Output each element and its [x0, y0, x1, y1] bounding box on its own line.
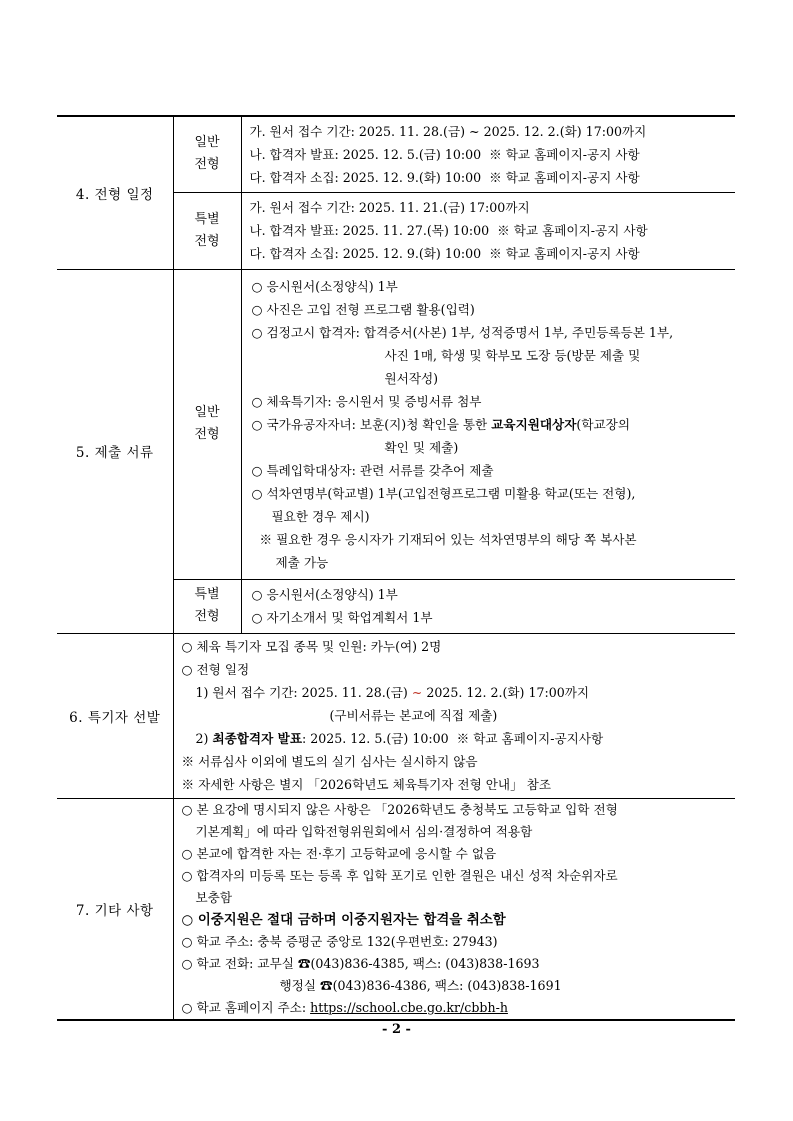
- doc-line: ○ 사진은 고입 전형 프로그램 활용(입력): [251, 301, 475, 317]
- athlete-note: ※ 자세한 사항은 별지 「2026학년도 체육특기자 전형 안내」 참조: [181, 777, 551, 792]
- etc-line-emphasis: ○ 이중지원은 절대 금하며 이중지원자는 합격을 취소함: [181, 911, 506, 928]
- doc-line: ○ 국가유공자자녀: 보훈(지)청 확인을 통한 교육지원대상자(학교장의: [251, 416, 630, 432]
- doc-note: ※ 필요한 경우 응시자가 기재되어 있는 석차연명부의 해당 쪽 복사본: [259, 531, 637, 547]
- schedule-line: 다. 합격자 소집: 2025. 12. 9.(화) 10:00 ※ 학교 홈페이지-공지 사항: [249, 169, 640, 185]
- section-title-athlete: 6. 특기자 선발: [57, 633, 173, 798]
- etc-line: 기본계획」에 따라 입학전형위원회에서 심의·결정하여 적용함: [195, 823, 533, 839]
- sub-label-general: 일반 전형: [173, 269, 241, 579]
- doc-note: 제출 가능: [275, 554, 329, 570]
- doc-line: ○ 검정고시 합격자: 합격증서(사본) 1부, 성적증명서 1부, 주민등록등본 1부,: [251, 324, 674, 340]
- doc-line: ○ 체육특기자: 응시원서 및 증빙서류 첨부: [251, 393, 482, 409]
- schedule-line: 가. 원서 접수 기간: 2025. 11. 21.(금) 17:00까지: [249, 200, 530, 215]
- etc-line: 보충함: [195, 889, 232, 905]
- tilde-mark: ~: [411, 685, 423, 700]
- athlete-line: 2) 최종합격자 발표: 2025. 12. 5.(금) 10:00 ※ 학교 홈페이지-공지사항: [195, 731, 604, 746]
- etc-line: 행정실 ☎(043)836-4386, 팩스: (043)838-1691: [279, 977, 562, 993]
- etc-body: [173, 798, 735, 1020]
- athlete-line: 1) 원서 접수 기간: 2025. 11. 28.(금) ~ 2025. 12. 2.(화) 17:00까지: [195, 685, 590, 700]
- etc-line: ○ 합격자의 미등록 또는 등록 후 입학 포기로 인한 결원은 내신 성적 차순위자로: [181, 867, 618, 883]
- section-title-schedule: 4. 전형 일정: [57, 116, 173, 269]
- etc-line: ○ 본 요강에 명시되지 않은 사항은 「2026학년도 충청북도 고등학교 입학 전형: [181, 801, 618, 817]
- section-title-documents: 5. 제출 서류: [57, 269, 173, 633]
- schedule-line: 나. 합격자 발표: 2025. 12. 5.(금) 10:00 ※ 학교 홈페이지-공지 사항: [249, 146, 640, 162]
- athlete-note: ※ 서류심사 이외에 별도의 실기 심사는 실시하지 않음: [181, 754, 478, 769]
- doc-line: ○ 석차연명부(학교별) 1부(고입전형프로그램 미활용 학교(또는 전형),: [251, 485, 636, 501]
- doc-line: ○ 자기소개서 및 학업계획서 1부: [251, 610, 433, 625]
- etc-line: ○ 본교에 합격한 자는 전·후기 고등학교에 응시할 수 없음: [181, 845, 497, 861]
- documents-special-body: [241, 579, 735, 633]
- doc-line: 사진 1매, 학생 및 학부모 도장 등(방문 제출 및: [384, 347, 641, 363]
- doc-line: ○ 응시원서(소정양식) 1부: [251, 278, 398, 294]
- schedule-special-body: [241, 192, 735, 269]
- schedule-general-body: [241, 116, 735, 192]
- schedule-line: 가. 원서 접수 기간: 2025. 11. 28.(금) ~ 2025. 12. 2.(화) 17:00까지: [249, 123, 647, 139]
- athlete-line: ○ 전형 일정: [181, 662, 250, 677]
- highlight-text: 최종합격자 발표: [212, 731, 302, 746]
- doc-line: 확인 및 제출): [384, 439, 459, 455]
- page-number: - 2 -: [382, 1022, 411, 1037]
- etc-line: ○ 학교 홈페이지 주소: https://school.cbe.go.kr/cbbh-h: [181, 999, 508, 1015]
- doc-line: 원서작성): [384, 370, 439, 386]
- section-title-etc: 7. 기타 사항: [57, 798, 173, 1020]
- doc-line: ○ 응시원서(소정양식) 1부: [251, 587, 398, 602]
- athlete-body: [173, 633, 735, 798]
- sub-label-special: 특별 전형: [173, 192, 241, 269]
- athlete-line: ○ 체육 특기자 모집 종목 및 인원: 카누(여) 2명: [181, 639, 442, 654]
- athlete-line: (구비서류는 본교에 직접 제출): [329, 708, 498, 723]
- highlight-text: 교육지원대상자: [491, 416, 577, 432]
- sub-label-general: 일반 전형: [173, 116, 241, 192]
- doc-line: 필요한 경우 제시): [271, 508, 370, 524]
- doc-line: ○ 특례입학대상자: 관련 서류를 갖추어 제출: [251, 462, 494, 478]
- documents-general-body: [241, 269, 735, 579]
- admission-info-table: [57, 115, 735, 1021]
- etc-line: ○ 학교 전화: 교무실 ☎(043)836-4385, 팩스: (043)838-1693: [181, 955, 540, 971]
- etc-line: ○ 학교 주소: 충북 증평군 중앙로 132(우편번호: 27943): [181, 933, 498, 949]
- sub-label-special: 특별 전형: [173, 579, 241, 633]
- schedule-line: 다. 합격자 소집: 2025. 12. 9.(화) 10:00 ※ 학교 홈페이지-공지 사항: [249, 246, 640, 261]
- schedule-line: 나. 합격자 발표: 2025. 11. 27.(목) 10:00 ※ 학교 홈페이지-공지 사항: [249, 223, 648, 238]
- homepage-link[interactable]: https://school.cbe.go.kr/cbbh-h: [310, 999, 508, 1015]
